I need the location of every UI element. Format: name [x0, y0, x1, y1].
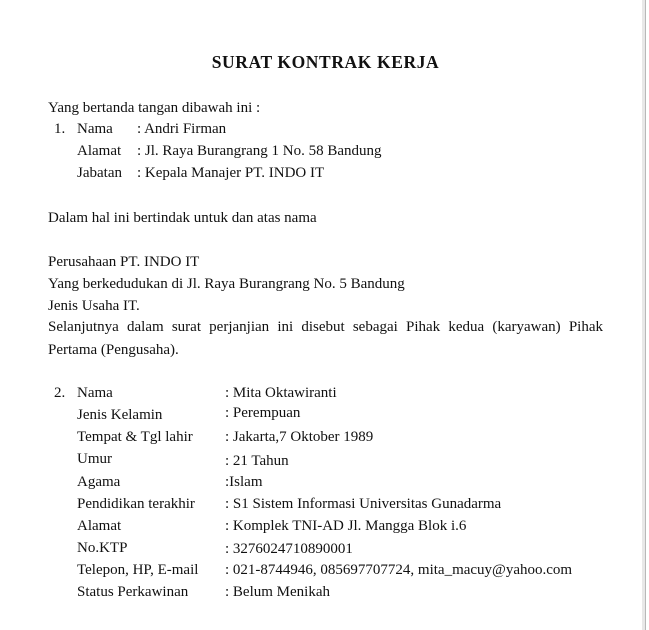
party2-number: 2.: [54, 385, 66, 401]
party2-label-nama: Nama: [77, 385, 113, 401]
party2-value-jenis-kelamin: : Perempuan: [225, 405, 301, 421]
party2-value-umur: : 21 Tahun: [225, 453, 289, 469]
party2-value-pendidikan: : S1 Sistem Informasi Universitas Gunadarma: [225, 496, 502, 512]
party2-label-no-ktp: No.KTP: [77, 540, 128, 556]
acting-text: Dalam hal ini bertindak untuk dan atas nama: [48, 210, 317, 226]
party2-label-telepon: Telepon, HP, E-mail: [77, 562, 199, 578]
party2-label-status-perkawinan: Status Perkawinan: [77, 584, 189, 600]
company-business: Jenis Usaha IT.: [48, 298, 140, 314]
party2-value-telepon: : 021-8744946, 085697707724, mita_macuy@yahoo.com: [225, 562, 573, 578]
page-edge: [642, 0, 645, 630]
company-statement-line1: Selanjutnya dalam surat perjanjian ini disebut sebagai Pihak kedua (karyawan) Pihak: [48, 319, 603, 335]
party1-value-alamat: : Jl. Raya Burangrang 1 No. 58 Bandung: [137, 143, 382, 159]
company-address: Yang berkedudukan di Jl. Raya Burangrang No. 5 Bandung: [48, 276, 405, 292]
party2-label-jenis-kelamin: Jenis Kelamin: [77, 407, 163, 423]
party2-value-tempat-tgl-lahir: : Jakarta,7 Oktober 1989: [225, 429, 374, 445]
party2-value-nama: : Mita Oktawiranti: [225, 385, 337, 401]
intro-text: Yang bertanda tangan dibawah ini :: [48, 100, 261, 116]
party2-label-agama: Agama: [77, 474, 121, 490]
party1-label-alamat: Alamat: [77, 143, 122, 159]
party2-label-umur: Umur: [77, 451, 112, 467]
company-statement-line2: Pertama (Pengusaha).: [48, 342, 179, 358]
party2-value-status-perkawinan: : Belum Menikah: [225, 584, 330, 600]
party1-label-jabatan: Jabatan: [77, 165, 122, 181]
party2-value-no-ktp: : 3276024710890001: [225, 541, 353, 557]
party2-value-agama: :Islam: [225, 474, 263, 490]
party2-label-tempat-tgl-lahir: Tempat & Tgl lahir: [77, 429, 193, 445]
party2-label-pendidikan: Pendidikan terakhir: [77, 496, 195, 512]
party2-label-alamat: Alamat: [77, 518, 122, 534]
party2-value-alamat: : Komplek TNI-AD Jl. Mangga Blok i.6: [225, 518, 467, 534]
party1-value-jabatan: : Kepala Manajer PT. INDO IT: [137, 165, 325, 181]
party1-value-nama: : Andri Firman: [137, 121, 227, 137]
party1-number: 1.: [54, 121, 66, 137]
party1-label-nama: Nama: [77, 121, 113, 137]
document-title: SURAT KONTRAK KERJA: [211, 52, 440, 72]
company-name: Perusahaan PT. INDO IT: [48, 254, 200, 270]
